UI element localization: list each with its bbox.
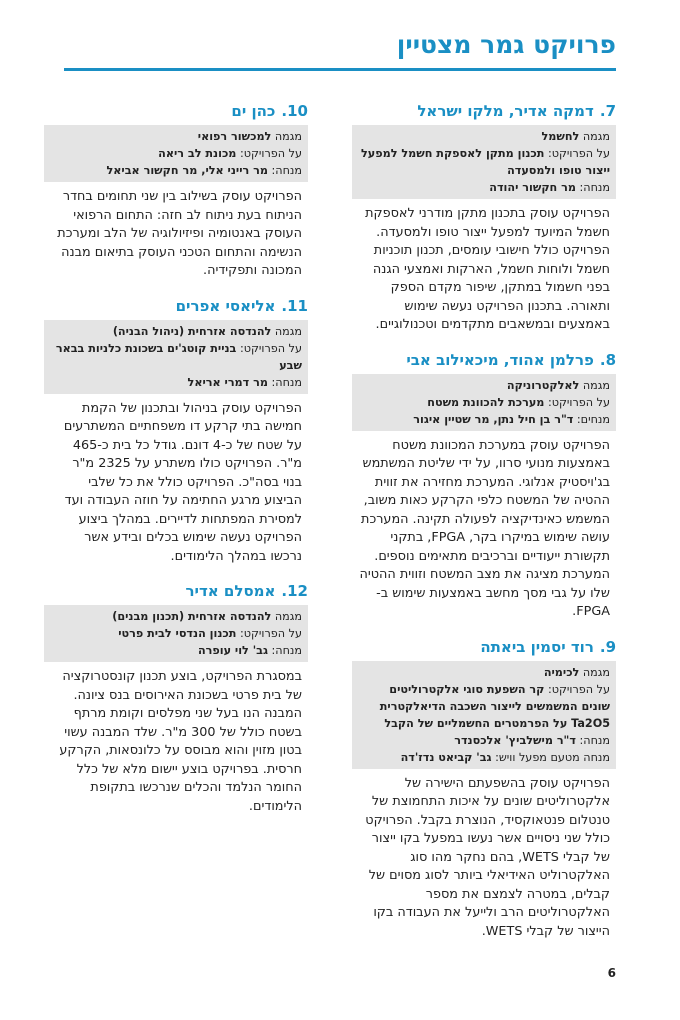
project-meta xyxy=(44,605,308,662)
project-9 xyxy=(352,638,616,942)
project-description: הפרויקט עוסק בהשפעתם הישירה של אלקטרוליטים שונים על איכות התחמוצת של טנטלום פנטאוקסיד, הנוצרת בקבל. הפרויקט כולל שני ניסויים אשר נעשו במפעל בקו ייצור של קבלי WETS, בהם נחקר מהו סוג האלקטרוליט האידיאלי ביותר לסוג מסוים של קבלים, במטרה לצמצם את מספר האלקטרוליטים הרב ולייעל את העבודה בקו הייצור של קבלי WETS. xyxy=(365,775,610,939)
project-students: אמסלם אדיר xyxy=(185,582,276,600)
project-12 xyxy=(44,582,308,816)
project-students: אליאסי אפרים xyxy=(175,296,276,315)
meta-label: מנחים: xyxy=(573,412,610,426)
meta-line xyxy=(358,377,610,394)
meta-label: על הפרויקט: xyxy=(544,147,610,160)
project-7 xyxy=(352,102,616,335)
meta-value: גב' קביאט נדז'דה xyxy=(400,750,492,764)
meta-line xyxy=(50,162,302,179)
project-10 xyxy=(44,102,308,281)
project-description: במסגרת הפרויקט, בוצע תכנון קונסטרוקציה של בית פרטי בשכונת האירוסים בנס ציונה. המבנה הנו בעל שני מפלסים וקומת מרתף בשטח כולל של 300 מ"ר. שלד המבנה עשוי בטון מזוין והוא מבוסס על כלונסאות, הקרקע חרסית. בפרויקט בוצע יישום מלא של כלל החומר הנלמד והכלים שנרכשו בתקופת הלימודים. xyxy=(59,669,302,814)
project-heading xyxy=(352,638,616,656)
project-meta xyxy=(44,320,308,394)
meta-line xyxy=(358,749,610,766)
page-number: 6 xyxy=(607,966,616,980)
meta-label: מגמה xyxy=(271,610,302,623)
meta-line xyxy=(358,394,610,411)
project-heading xyxy=(44,102,308,120)
meta-value: תכנון מתקן לאספקת חשמל למפעל ייצור טופו ולמסעדה xyxy=(361,147,610,177)
meta-line xyxy=(50,323,302,340)
meta-value: מר רייני אלי, מר חקשור אביאל xyxy=(106,164,268,177)
meta-label: מגמה xyxy=(579,130,610,143)
meta-label: מגמה xyxy=(579,665,610,679)
meta-value: ד"ר מישלביץ' אלכסנדר xyxy=(454,733,576,747)
project-students: פרלמן אהוד, מיכאילוב אבי xyxy=(406,350,594,369)
project-heading xyxy=(352,351,616,369)
meta-line xyxy=(358,179,610,196)
project-meta xyxy=(352,661,616,769)
project-description: הפרויקט עוסק במערכת המכוונת משטח באמצעות מנועי סרוו, על ידי שליטת המשתמש בג'ויסטיק אנלוגי. המערכת מחזירה את זווית ההטיה של המשטח כלפי הקרקע כאות משוב, המשמש כאינדיקציה לפעולה תקינה. המערכת עושה שימוש במיקרו בקר, FPGA, בתקני תקשורת ייעודיים וברכיבים מתאימים נוספים. המערכת מציגה את מצב המשטח וזווית ההטיה שלו על גבי מסך מחשב באמצעות שימוש ב-FPGA. xyxy=(359,437,610,619)
meta-label: מנחה: xyxy=(267,644,302,657)
project-meta xyxy=(352,374,616,431)
project-heading xyxy=(352,102,616,120)
project-meta xyxy=(352,125,616,199)
meta-line xyxy=(50,625,302,642)
project-meta xyxy=(44,125,308,182)
project-number: 12. xyxy=(281,582,308,600)
title-divider xyxy=(64,68,616,71)
meta-value: להנדסה אזרחית (ניהול הבניה) xyxy=(112,324,272,338)
meta-value: גב' לוי עופרה xyxy=(197,644,268,657)
project-students: כהן ים xyxy=(231,102,276,120)
project-heading xyxy=(44,297,308,315)
project-number: 10. xyxy=(281,102,308,120)
meta-line xyxy=(358,664,610,681)
meta-label: מנחה: xyxy=(267,164,302,177)
project-number: 11. xyxy=(281,296,308,315)
meta-label: על הפרויקט: xyxy=(544,682,610,696)
meta-value: מכונת לב ריאה xyxy=(158,147,237,160)
meta-label: מנחה מטעם מפעל וויש: xyxy=(491,750,610,764)
project-heading xyxy=(44,582,308,600)
project-number: 8. xyxy=(599,350,616,369)
meta-label: מגמה xyxy=(271,130,302,143)
project-number: 9. xyxy=(599,637,616,656)
meta-value: קר השפעת סוגי אלקטרוליטים שונים המשמשים לייצור השכבה הדיאלקטרית Ta2O5 על הפרמטרים החשמליים של הקבל xyxy=(379,682,610,730)
project-number: 7. xyxy=(599,102,616,120)
meta-line xyxy=(358,411,610,428)
meta-value: למכשור רפואי xyxy=(197,130,272,143)
meta-label: מנחה: xyxy=(575,733,610,747)
meta-line xyxy=(50,608,302,625)
meta-value: מערכת להכוונת משטח xyxy=(427,395,545,409)
page-title: פרויקט גמר מצטיין xyxy=(396,30,616,59)
project-description: הפרויקט עוסק בתכנון מתקן מודרני לאספקת חשמל המיועד למפעל ייצור טופו ולמסעדה. הפרויקט כולל חישובי עומסים, תכנון תוכניות חשמל ולוחות חשמל, הארקות ואמצעי הגנה בפני חשמול במתקן, שיפור מקדם הספק ותאורה. בתכנון הפרויקט נעשה שימוש באמצעים ובמשאבים מתקדמים וטכנולוגיים. xyxy=(365,206,610,332)
meta-line xyxy=(358,128,610,145)
meta-line xyxy=(50,340,302,374)
right-column xyxy=(352,102,616,957)
project-description: הפרויקט עוסק בשילוב בין שני תחומים בחדר הניתוח בעת ניתוח לב חזה: התחום הרפואי העוסק באנטומיה ופיזיולוגיה של הלב ומערכת הנשימה והתחום הטכני העוסק בתיאום מבנה המכונה ותפקידיה. xyxy=(57,189,302,278)
meta-line xyxy=(358,145,610,179)
meta-label: על הפרויקט: xyxy=(236,341,302,355)
meta-line xyxy=(50,374,302,391)
meta-value: ד"ר בן חיל נתן, מר שטיין איגור xyxy=(413,412,574,426)
meta-label: מנחה: xyxy=(267,375,302,389)
meta-value: לכימיה xyxy=(543,665,580,679)
meta-label: מגמה xyxy=(271,324,302,338)
project-8 xyxy=(352,351,616,622)
meta-value: להנדסה אזרחית (תכנון מבנים) xyxy=(112,610,272,623)
meta-value: מר חקשור יהודה xyxy=(489,181,576,194)
meta-label: על הפרויקט: xyxy=(544,395,610,409)
meta-value: בניית קוטג'ים בשכונת כלניות בבאר שבע xyxy=(55,341,302,372)
meta-label: מנחה: xyxy=(575,181,610,194)
project-description: הפרויקט עוסק בניהול ובתכנון של הקמת חמישה בתי קרקע דו משפחתיים המשתרעים על שטח של כ-4 דונם. גודל כל בית כ-465 מ"ר. הפרויקט כולו משתרע על 2325 מ"ר בנוי בסה"כ. הפרויקט כולל את כל שלבי הביצוע מרגע החתימה על חוזה העבודה ועד למסירת המפתחות לדיירים. במהלך ביצוע הפרויקט נעשה שימוש בכלים ובידע אשר נרכשו במהלך הלימודים. xyxy=(63,400,302,564)
meta-label: על הפרויקט: xyxy=(236,627,302,640)
meta-label: מגמה xyxy=(579,378,610,392)
meta-line xyxy=(50,128,302,145)
meta-value: מר דמרי אריאל xyxy=(187,375,268,389)
project-11 xyxy=(44,297,308,567)
project-students: דמקה אדיר, מלקו ישראל xyxy=(417,102,594,120)
meta-line xyxy=(50,145,302,162)
meta-value: לאלקטרוניקה xyxy=(506,378,580,392)
meta-label: על הפרויקט: xyxy=(236,147,302,160)
left-column xyxy=(44,102,308,832)
meta-line xyxy=(50,642,302,659)
meta-line xyxy=(358,681,610,732)
project-students: רוד יסמין ביאתה xyxy=(480,637,594,656)
meta-value: לחשמל xyxy=(541,130,580,143)
meta-value: תכנון הנדסי לבית פרטי xyxy=(118,627,237,640)
meta-line xyxy=(358,732,610,749)
